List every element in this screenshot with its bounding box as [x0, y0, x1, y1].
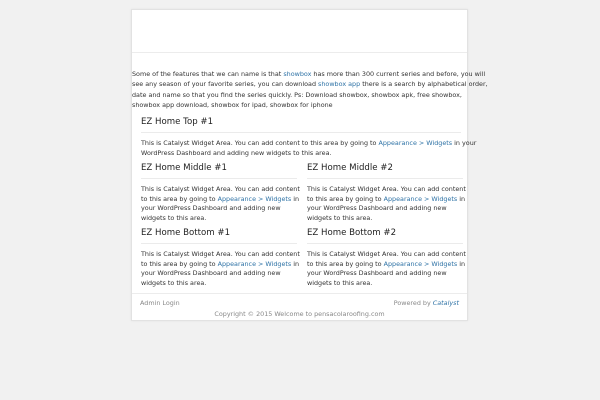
widget-title: EZ Home Bottom #1	[141, 228, 231, 238]
appearance-widgets-link[interactable]: Appearance > Widgets	[378, 139, 453, 147]
appearance-widgets-link[interactable]: Appearance > Widgets	[383, 194, 458, 203]
widget-text: WordPress Dashboard and adding new widgets to this area.	[141, 148, 332, 157]
divider	[141, 243, 297, 244]
intro-text: date and name so that you find the series quickly. Ps: Download showbox, showbox apk, free showbox,	[132, 90, 462, 99]
appearance-widgets-link[interactable]: Appearance > Widgets	[217, 194, 292, 203]
widget-text: widgets to this area.	[141, 278, 207, 287]
powered-by	[394, 299, 459, 307]
widget-text: This is Catalyst Widget Area. You can add content	[307, 250, 466, 258]
intro-text: showbox app download, showbox for ipad, showbox for iphone	[132, 101, 333, 110]
powered-by-text: Powered by	[393, 299, 433, 307]
showbox-app-link[interactable]: showbox app	[318, 80, 361, 89]
widget-home-bottom-2	[307, 227, 466, 288]
widget-home-top-1	[141, 116, 477, 158]
widget-text: This is Catalyst Widget Area. You can add content to this area by going to	[141, 139, 379, 147]
appearance-widgets-link[interactable]: Appearance > Widgets	[217, 259, 292, 268]
intro-text: Some of the features that we can name is that	[132, 70, 284, 78]
divider	[141, 132, 461, 133]
intro-paragraph	[132, 69, 488, 111]
intro-text: there is a search by alphabetical order,	[360, 80, 488, 89]
widget-text: your WordPress Dashboard and adding new	[307, 204, 447, 213]
intro-text: has more than 300 current series and before, you will	[311, 70, 486, 78]
appearance-widgets-link[interactable]: Appearance > Widgets	[383, 259, 458, 268]
site-footer	[132, 293, 467, 321]
widget-home-middle-2	[307, 162, 466, 223]
widget-text: This is Catalyst Widget Area. You can add content	[307, 185, 466, 193]
widget-text: in	[457, 194, 466, 203]
widget-text: in	[291, 259, 300, 268]
divider	[307, 243, 463, 244]
widget-text: to this area by going to	[141, 194, 218, 203]
widget-text: This is Catalyst Widget Area. You can add content	[141, 250, 300, 258]
page-container	[131, 9, 488, 321]
widget-text: to this area by going to	[141, 259, 218, 268]
site-header	[132, 10, 467, 53]
divider	[307, 178, 463, 179]
widget-text: in	[291, 194, 300, 203]
copyright-text: Copyright © 2015 Welcome to pensacolaroofing.com	[214, 310, 385, 318]
divider	[141, 178, 297, 179]
widget-text: your WordPress Dashboard and adding new	[141, 269, 281, 278]
widget-home-middle-1	[141, 162, 300, 223]
widget-text: widgets to this area.	[307, 278, 373, 287]
widget-body	[141, 250, 300, 288]
widget-text: widgets to this area.	[141, 213, 207, 222]
admin-login-link[interactable]: Admin Login	[140, 299, 180, 307]
widget-text: your WordPress Dashboard and adding new	[307, 269, 447, 278]
widget-body	[141, 139, 477, 158]
widget-text: in your	[452, 139, 477, 147]
widget-text: to this area by going to	[307, 194, 384, 203]
showbox-link[interactable]: showbox	[283, 70, 312, 78]
widget-title: EZ Home Middle #1	[141, 163, 227, 173]
widget-title: EZ Home Top #1	[141, 117, 214, 127]
widget-title: EZ Home Middle #2	[307, 163, 393, 173]
widget-text: This is Catalyst Widget Area. You can add content	[141, 185, 300, 193]
widget-body	[307, 185, 466, 223]
intro-text: see any season of your favorite series, you can download	[132, 80, 319, 89]
widget-title: EZ Home Bottom #2	[307, 228, 397, 238]
widget-body	[307, 250, 466, 288]
widget-text: widgets to this area.	[307, 213, 373, 222]
widget-text: in	[457, 259, 466, 268]
widget-home-bottom-1	[141, 227, 300, 288]
widget-text: your WordPress Dashboard and adding new	[141, 204, 281, 213]
catalyst-link[interactable]: Catalyst	[432, 299, 459, 307]
widget-text: to this area by going to	[307, 259, 384, 268]
widget-body	[141, 185, 300, 223]
